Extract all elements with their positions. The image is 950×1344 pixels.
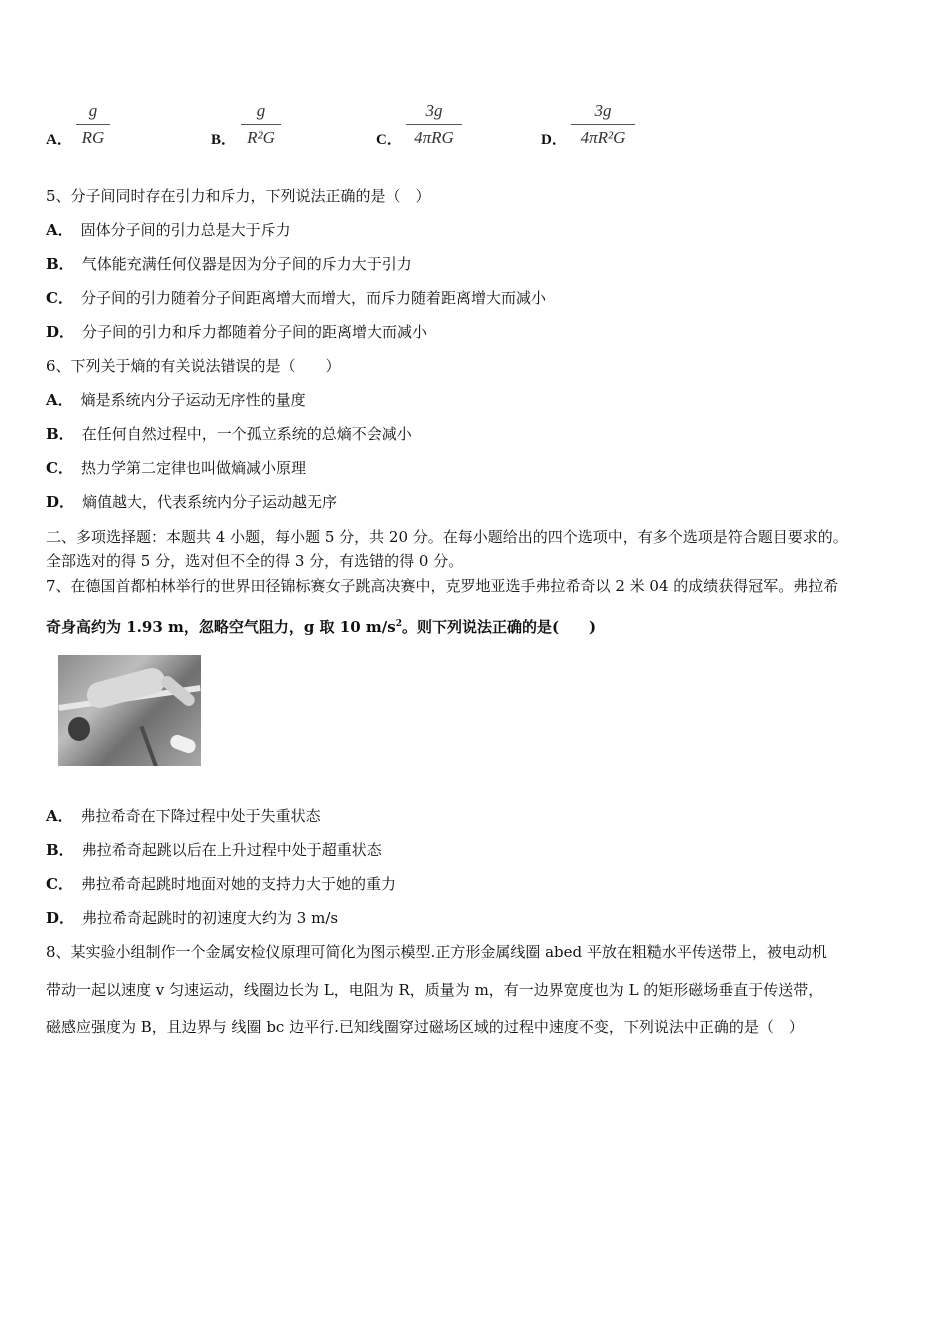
option-letter: D． bbox=[46, 909, 75, 927]
q7-stem-line2-text: 奇身高约为 1.93 m，忽略空气阻力，g 取 10 m/s bbox=[46, 618, 396, 636]
numerator: 3g bbox=[594, 101, 612, 120]
option-letter: C． bbox=[46, 289, 73, 307]
q7-option-c[interactable] bbox=[46, 874, 396, 894]
q7-option-a[interactable] bbox=[46, 806, 321, 826]
option-letter: B． bbox=[46, 841, 74, 859]
q8-stem-line3: 磁感应强度为 B，且边界与 线圈 bc 边平行.已知线圈穿过磁场区域的过程中速度不变，下列说法中正确的是（ ） bbox=[46, 1018, 804, 1036]
option-text: 熵值越大，代表系统内分子运动越无序 bbox=[82, 493, 338, 511]
fraction bbox=[571, 100, 635, 149]
option-text: 弗拉希奇起跳时的初速度大约为 3 m/s bbox=[82, 909, 339, 927]
denominator: 4πRG bbox=[414, 128, 454, 147]
option-letter: A． bbox=[46, 807, 73, 825]
q5-option-a[interactable] bbox=[46, 220, 291, 240]
superscript: 2 bbox=[395, 619, 402, 629]
denominator: 4πR²G bbox=[580, 128, 626, 147]
option-text: 在任何自然过程中，一个孤立系统的总熵不会减小 bbox=[81, 425, 412, 443]
numerator: 3g bbox=[425, 101, 443, 120]
q5-option-b[interactable] bbox=[46, 254, 412, 274]
denominator: R²G bbox=[247, 128, 275, 147]
option-text: 弗拉希奇起跳以后在上升过程中处于超重状态 bbox=[81, 841, 382, 859]
section2-heading-line1: 二、多项选择题：本题共 4 小题，每小题 5 分，共 20 分。在每小题给出的四个选项中，有多个选项是符合题目要求的。 bbox=[46, 528, 848, 546]
q8-stem-line2: 带动一起以速度 v 匀速运动，线圈边长为 L，电阻为 R，质量为 m，有一边界宽度也为 L 的矩形磁场垂直于传送带， bbox=[46, 981, 824, 999]
q6-option-a[interactable] bbox=[46, 390, 306, 410]
q6-option-c[interactable] bbox=[46, 458, 306, 478]
option-text: 气体能充满任何仪器是因为分子间的斥力大于引力 bbox=[81, 255, 412, 273]
fraction bbox=[406, 100, 462, 149]
option-text: 固体分子间的引力总是大于斥力 bbox=[80, 221, 291, 239]
fraction bbox=[76, 100, 110, 149]
q7-option-d[interactable] bbox=[46, 908, 338, 928]
numerator: g bbox=[88, 101, 98, 120]
option-text: 分子间的引力随着分子间距离增大而增大，而斥力随着距离增大而减小 bbox=[80, 289, 546, 307]
q6-option-b[interactable] bbox=[46, 424, 412, 444]
option-letter: A． bbox=[46, 221, 73, 239]
q8-stem-line1: 8、某实验小组制作一个金属安检仪原理可简化为图示模型.正方形金属线圈 abed 平放在粗糙水平传送带上，被电动机 bbox=[46, 943, 827, 961]
option-letter: A． bbox=[46, 132, 72, 148]
option-letter: C． bbox=[46, 875, 73, 893]
q7-stem-line2-end: 。则下列说法正确的是( ) bbox=[401, 618, 597, 636]
option-letter: A． bbox=[46, 391, 73, 409]
q5-stem: 5、分子间同时存在引力和斥力，下列说法正确的是（ ） bbox=[46, 187, 431, 205]
option-text: 热力学第二定律也叫做熵减小原理 bbox=[80, 459, 306, 477]
q5-option-c[interactable] bbox=[46, 288, 546, 308]
option-text: 弗拉希奇在下降过程中处于失重状态 bbox=[80, 807, 321, 825]
option-letter: D． bbox=[46, 323, 75, 341]
option-text: 熵是系统内分子运动无序性的量度 bbox=[80, 391, 306, 409]
section2-heading-line2: 全部选对的得 5 分，选对但不全的得 3 分，有选错的得 0 分。 bbox=[46, 552, 464, 570]
q6-option-d[interactable] bbox=[46, 492, 337, 512]
option-letter: C． bbox=[46, 459, 73, 477]
q7-stem-line2 bbox=[46, 614, 596, 637]
option-letter: C． bbox=[376, 132, 402, 148]
q6-stem: 6、下列关于熵的有关说法错误的是（ ） bbox=[46, 357, 341, 375]
q7-option-b[interactable] bbox=[46, 840, 382, 860]
option-letter: B． bbox=[211, 132, 237, 148]
fraction bbox=[241, 100, 281, 149]
denominator: RG bbox=[81, 128, 105, 147]
option-letter: D． bbox=[46, 493, 75, 511]
numerator: g bbox=[256, 101, 266, 120]
option-text: 弗拉希奇起跳时地面对她的支持力大于她的重力 bbox=[80, 875, 396, 893]
option-letter: B． bbox=[46, 425, 74, 443]
q5-option-d[interactable] bbox=[46, 322, 427, 342]
option-letter: D． bbox=[541, 132, 567, 148]
option-letter: B． bbox=[46, 255, 74, 273]
q7-stem-line1: 7、在德国首都柏林举行的世界田径锦标赛女子跳高决赛中，克罗地亚选手弗拉希奇以 2 米 04 的成绩获得冠军。弗拉希 bbox=[46, 577, 839, 595]
high-jump-photo bbox=[58, 655, 201, 766]
option-text: 分子间的引力和斥力都随着分子间的距离增大而减小 bbox=[82, 323, 428, 341]
